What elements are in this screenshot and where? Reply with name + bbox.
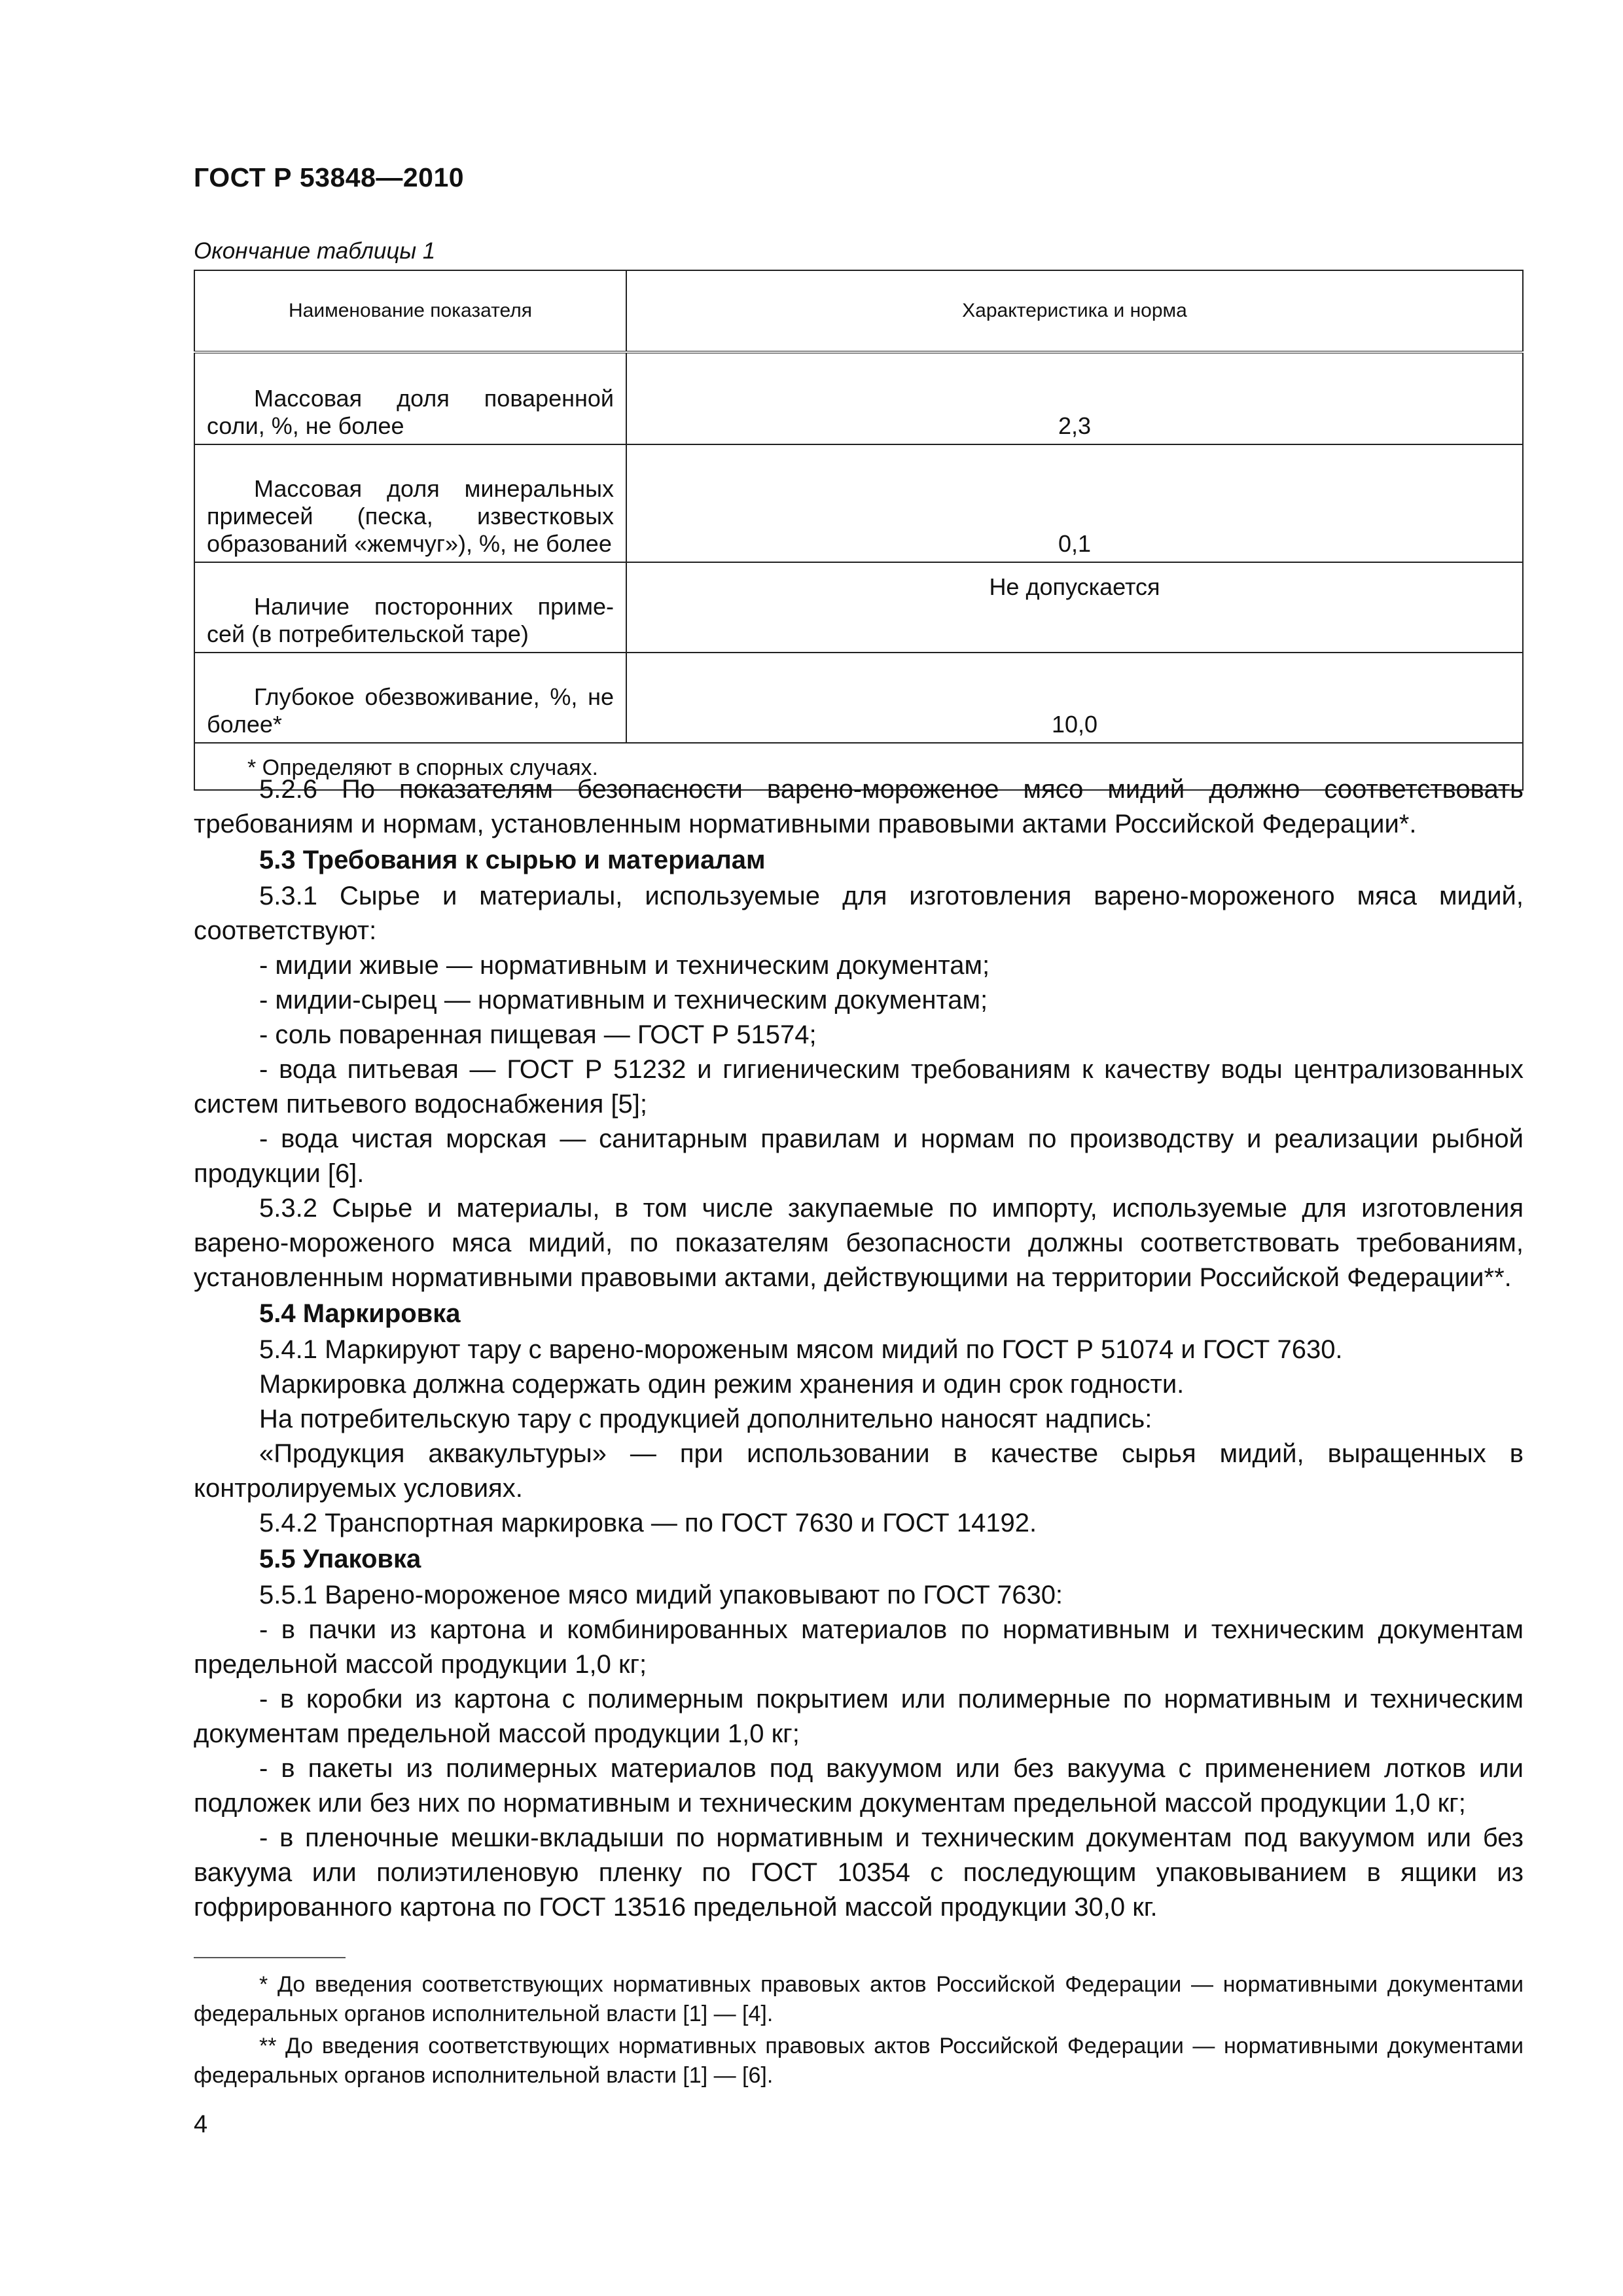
list-item: - мидии-сырец — нормативным и техническим документам; <box>259 986 988 1014</box>
table-row <box>194 352 1523 444</box>
page-number: 4 <box>194 2111 208 2138</box>
indicator-name-line: Массовая доля поваренной <box>254 385 614 412</box>
table-row <box>194 653 1523 743</box>
indicator-name-line: Глубокое обезвоживание, %, не <box>254 683 614 710</box>
footnote: * До введения соответствующих нормативных правовых актов Российской Федерации — нормативными документами федеральных органов исполнительной власти [1] — [4]. <box>194 1972 1524 2026</box>
section-heading-5-5: 5.5 Упаковка <box>259 1545 421 1573</box>
column-header-value: Характеристика и норма <box>626 270 1523 352</box>
indicator-value: 10,0 <box>626 653 1523 743</box>
indicators-table <box>194 270 1524 791</box>
indicator-name <box>194 444 626 562</box>
indicator-value: 2,3 <box>626 352 1523 444</box>
document-id: ГОСТ Р 53848—2010 <box>194 162 465 192</box>
list-item: - в пачки из картона и комбинированных материалов по нормативным и техническим документам предельной массой продукции 1,0 кг; <box>194 1615 1524 1679</box>
indicator-value: 0,1 <box>626 444 1523 562</box>
paragraph-5-4-1-b: Маркировка должна содержать один режим хранения и один срок годности. <box>259 1370 1185 1399</box>
indicators-table-wrap <box>194 270 1524 791</box>
list-item: - в пакеты из полимерных материалов под вакуумом или без вакуума с применением лотков или подложек или без них по нормативным и техническим документам предельной массой продукции 1,0 кг; <box>194 1754 1524 1818</box>
list-item: - мидии живые — нормативным и техническим документам; <box>259 951 990 980</box>
indicator-name <box>194 653 626 743</box>
list-item: - в пленочные мешки-вкладыши по нормативным и техническим документам под вакуумом или без вакуума или полиэтиленовую пленку по ГОСТ 10354 с последующим упаковыванием в ящики из гофрированного картона по ГОСТ 13516 предельной массой продукции 30,0 кг. <box>194 1823 1524 1922</box>
table-footnote: * Определяют в спорных случаях. <box>194 743 1523 790</box>
indicator-name-line: Массовая доля минеральных <box>254 475 614 502</box>
indicator-name-line: Наличие посторонних приме- <box>254 593 614 620</box>
table-row <box>194 444 1523 562</box>
paragraph-5-2-6: 5.2.6 По показателям безопасности варено-мороженое мясо мидий должно соответствовать требованиям и нормам, установленным нормативными правовыми актами Российской Федерации*. <box>194 775 1524 838</box>
list-item: - вода питьевая — ГОСТ Р 51232 и гигиеническим требованиям к качеству воды централизованных систем питьевого водоснабжения [5]; <box>194 1055 1524 1119</box>
indicator-name-rest: более* <box>207 711 282 738</box>
paragraph-5-5-1: 5.5.1 Варено-мороженое мясо мидий упаковывают по ГОСТ 7630: <box>259 1581 1063 1609</box>
list-item: - соль поваренная пищевая — ГОСТ Р 51574; <box>259 1020 817 1049</box>
indicator-name-rest: примесей (песка, известковых образований «жемчуг»), %, не более <box>207 503 614 557</box>
body-text <box>194 772 1524 1925</box>
section-heading-5-3: 5.3 Требования к сырью и материалам <box>259 846 766 874</box>
footnote: ** До введения соответствующих нормативных правовых актов Российской Федерации — нормативными документами федеральных органов исполнительной власти [1] — [6]. <box>194 2034 1524 2088</box>
section-heading-5-4: 5.4 Маркировка <box>259 1299 461 1328</box>
list-item: - в коробки из картона с полимерным покрытием или полимерные по нормативным и техническим документам предельной массой продукции 1,0 кг; <box>194 1685 1524 1748</box>
indicator-name <box>194 352 626 444</box>
paragraph-5-4-1: 5.4.1 Маркируют тару с варено-мороженым мясом мидий по ГОСТ Р 51074 и ГОСТ 7630. <box>259 1335 1343 1364</box>
indicator-name-rest: соли, %, не более <box>207 412 404 439</box>
indicator-name <box>194 562 626 653</box>
indicator-value: Не допускается <box>626 562 1523 653</box>
indicator-name-rest: сей (в потребительской таре) <box>207 620 529 647</box>
paragraph-5-3-1: 5.3.1 Сырье и материалы, используемые для изготовления варено-мороженого мяса мидий, соответствуют: <box>194 882 1524 945</box>
table-row <box>194 562 1523 653</box>
column-header-name: Наименование показателя <box>194 270 626 352</box>
paragraph-5-3-2: 5.3.2 Сырье и материалы, в том числе закупаемые по импорту, используемые для изготовления варено-мороженого мяса мидий, по показателям безопасности должны соответствовать требованиям, установленным нормативными правовыми актами, действующими на территории Российской Федерации**. <box>194 1194 1524 1292</box>
paragraph-5-4-1-c: На потребительскую тару с продукцией дополнительно наносят надпись: <box>259 1405 1152 1433</box>
paragraph-5-4-2: 5.4.2 Транспортная маркировка — по ГОСТ 7630 и ГОСТ 14192. <box>259 1509 1037 1537</box>
footnotes <box>194 1970 1524 2093</box>
table-caption: Окончание таблицы 1 <box>194 238 436 264</box>
list-item: - вода чистая морская — санитарным правилам и нормам по производству и реализации рыбной продукции [6]. <box>194 1124 1524 1188</box>
paragraph-5-4-1-d: «Продукция аквакультуры» — при использовании в качестве сырья мидий, выращенных в контролируемых условиях. <box>194 1439 1524 1503</box>
footnote-divider <box>194 1957 346 1958</box>
